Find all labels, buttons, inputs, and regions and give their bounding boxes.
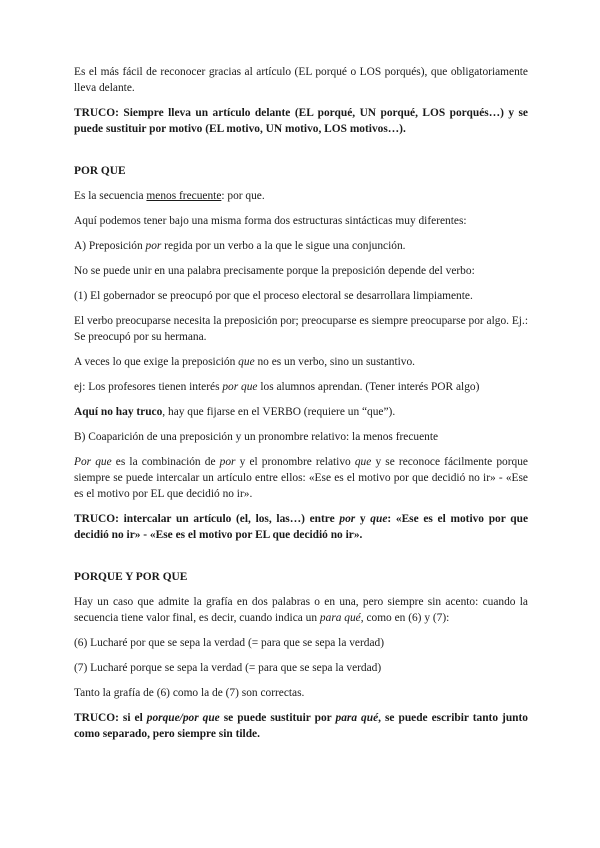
paragraph-por-que-combinacion: Por que es la combinación de por y el pronombre relativo que y se reconoce fácilmente porque siempre se puede intercalar un artículo entre ellos: «Ese es el motivo por que decidió no ir» - «Ese es el motivo por EL que decidió no ir».: [74, 456, 528, 500]
example-1: (1) El gobernador se preocupó por que el proceso electoral se desarrollara limpiamente.: [74, 290, 473, 302]
heading-porque-y-por-que: PORQUE Y POR QUE: [74, 571, 188, 583]
document-page: [74, 64, 528, 751]
paragraph-aqui-no-truco: Aquí no hay truco, hay que fijarse en el VERBO (requiere un “que”).: [74, 406, 396, 418]
truco-articulo: TRUCO: Siempre lleva un artículo delante (EL porqué, UN porqué, LOS porqués…) y se puede sustituir por motivo (EL motivo, UN motivo, LOS motivos…).: [74, 107, 528, 135]
example-6: (6) Lucharé por que se sepa la verdad (= para que se sepa la verdad): [74, 637, 385, 649]
example-7: (7) Lucharé porque se sepa la verdad (= para que se sepa la verdad): [74, 662, 382, 674]
example-ej: ej: Los profesores tienen interés por que los alumnos aprendan. (Tener interés POR algo): [74, 381, 480, 393]
paragraph-hay-un-caso: Hay un caso que admite la grafía en dos palabras o en una, pero siempre sin acento: cuando la secuencia tiene valor final, es decir, cuando indica un para qué, como en (6) y (7):: [74, 596, 528, 624]
paragraph-a: A) Preposición por regida por un verbo a la que le sigue una conjunción.: [74, 240, 406, 252]
truco-para-que: TRUCO: si el porque/por que se puede sustituir por para qué, se puede escribir tanto junto como separado, pero siempre sin tilde.: [74, 712, 528, 740]
paragraph-b: B) Coaparición de una preposición y un pronombre relativo: la menos frecuente: [74, 431, 439, 443]
paragraph-verbo: El verbo preocuparse necesita la preposición por; preocuparse es siempre preocuparse por algo. Ej.: Se preocupó por su hermana.: [74, 315, 528, 343]
paragraph-intro: Es el más fácil de reconocer gracias al artículo (EL porqué o LOS porqués), que obligatoriamente lleva delante.: [74, 66, 528, 94]
paragraph-aqui: Aquí podemos tener bajo una misma forma dos estructuras sintácticas muy diferentes:: [74, 215, 467, 227]
paragraph-tanto: Tanto la grafía de (6) como la de (7) son correctas.: [74, 687, 305, 699]
paragraph-secuencia: Es la secuencia menos frecuente: por que.: [74, 190, 265, 202]
paragraph-a-veces: A veces lo que exige la preposición que no es un verbo, sino un sustantivo.: [74, 356, 416, 368]
truco-intercalar: TRUCO: intercalar un artículo (el, los, las…) entre por y que: «Ese es el motivo por que decidió no ir» - «Ese es el motivo por EL que decidió no ir».: [74, 513, 528, 541]
heading-por-que: POR QUE: [74, 165, 126, 177]
paragraph-no-unir: No se puede unir en una palabra precisamente porque la preposición depende del verbo:: [74, 265, 475, 277]
